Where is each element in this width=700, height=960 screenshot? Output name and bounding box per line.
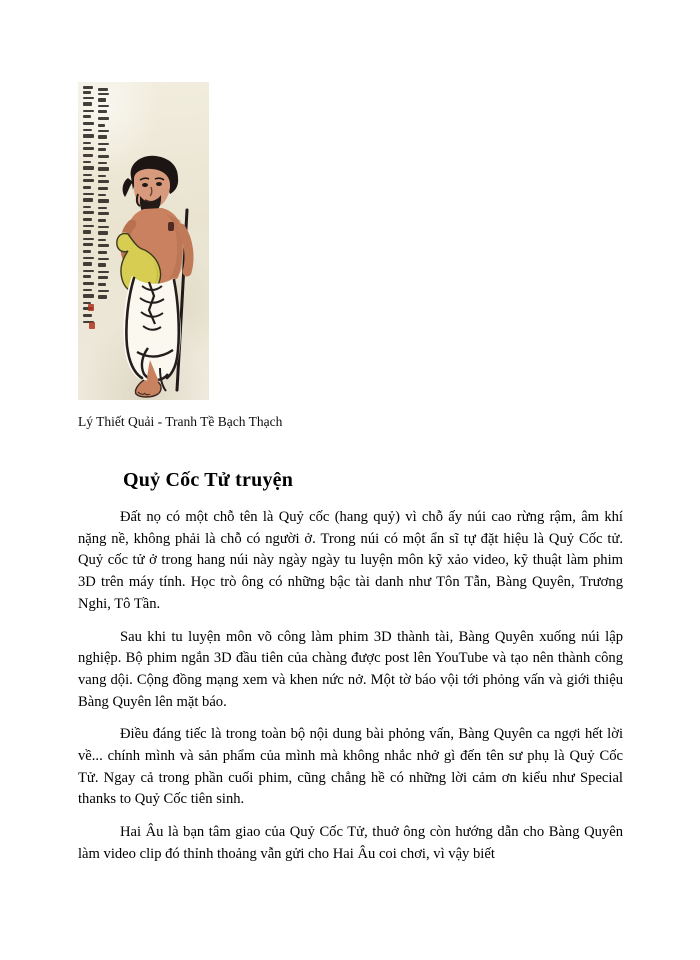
paragraph: Điều đáng tiếc là trong toàn bộ nội dung bài phỏng vấn, Bàng Quyên ca ngợi hết lời về... chính mình và sản phẩm của mình mà không nhắc nhở gì đến tên sư phụ là Quỷ Cốc Tử. Ngay cả trong phần cuối phim, cũng chẳng hề có những lời cảm ơn kiểu như Special thanks to Quỷ Cốc tiên sinh. <box>78 726 623 808</box>
page-title: Quỷ Cốc Tử truyện <box>123 469 294 491</box>
paragraph: Hai Âu là bạn tâm giao của Quỷ Cốc Tử, thuở ông còn hướng dẫn cho Bàng Quyên làm video clip đó thỉnh thoảng vẫn gửi cho Hai Âu coi chơi, vì vậy biết <box>78 824 623 862</box>
seal-stamp-upper <box>88 304 94 311</box>
figure-li-tieguai-drawing <box>104 152 209 400</box>
article-body <box>78 468 623 866</box>
figure-caption: Lý Thiết Quải - Tranh Tề Bạch Thạch <box>78 414 283 429</box>
paragraph: Sau khi tu luyện môn võ công làm phim 3D thành tài, Bàng Quyên xuống núi lập nghiệp. Bộ phim ngắn 3D đầu tiên của chàng được post lên YouTube và tạo nên thành công vang dội. Cộng đồng mạng xem và khen nức nở. Một tờ báo vội tới phỏng vấn và giới thiệu Bàng Quyên lên mặt báo. <box>78 628 623 710</box>
painting-image <box>78 82 209 400</box>
figure-block <box>78 82 623 431</box>
paragraph: Đất nọ có một chỗ tên là Quỷ cốc (hang quỷ) vì chỗ ấy núi cao rừng rậm, âm khí nặng nề, không phải là chỗ có người ở. Trong núi có một ẩn sĩ tự đặt hiệu là Quỷ Cốc tử. Quỷ cốc tử ở trong hang núi này ngày ngày tu luyện môn kỹ xảo video, kỹ thuật làm phim 3D trên máy tính. Học trò ông có những bậc tài danh như Tôn Tẫn, Bàng Quyên, Trương Nghi, Tô Tần. <box>78 509 623 612</box>
seal-stamp-lower <box>89 322 95 329</box>
calligraphy-column-left <box>82 86 96 386</box>
